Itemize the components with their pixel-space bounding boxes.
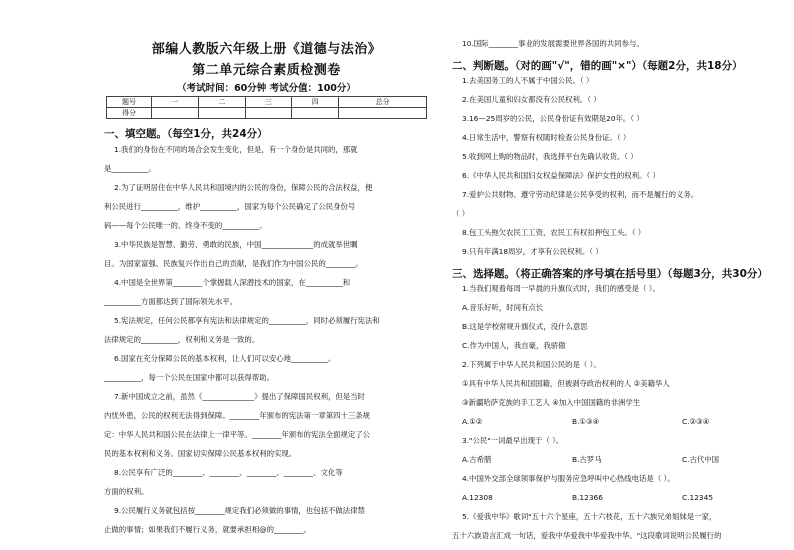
question-line: 目。为国家富强、民族复兴作出自己的贡献，是我们作为中国公民的________。 (104, 259, 363, 268)
question-line: 6.《中华人民共和国妇女权益保障法》保护女性的权利。（ ） (462, 171, 660, 180)
score-cell: 总分 (339, 97, 427, 108)
question-line: 5.收到网上购的物品时，我选择平台先确认收货。（ ） (462, 152, 638, 161)
option-line: C.②③④ (682, 417, 710, 426)
question-line: 1.去美国务工的人不属于中国公民。（ ） (462, 76, 594, 85)
section-judge-heading: 二、判断题。（对的画"√"，错的画"×"）（每题2分，共18分） (452, 60, 743, 72)
score-cell: 三 (245, 97, 292, 108)
question-line: 2.下列属于中华人民共和国公民的是（ ）。 (462, 360, 601, 369)
question-line: 8.包工头拖欠农民工工资，农民工有权扣押包工头。（ ） (462, 228, 646, 237)
option-line: ①具有中华人民共和国国籍，但被剥夺政治权利的人 ②美籍华人 (462, 379, 670, 388)
score-cell: 得分 (107, 108, 152, 119)
score-input-cell[interactable] (292, 108, 339, 119)
question-line: 4.中国是全世界第________个掌握载人深潜技术的国家，在__________和 (114, 278, 351, 287)
option-line: B.①③④ (572, 417, 600, 426)
question-line: 3.16—25周岁的公民，公民身份证有效期是20年。（ ） (462, 114, 644, 123)
score-cell: 题号 (107, 97, 152, 108)
question-line: 3."公民"一词最早出现于（ ）。 (462, 436, 564, 445)
option-line: B.古罗马 (572, 455, 602, 464)
question-line: 方面的权利。 (104, 487, 149, 496)
score-input-cell[interactable] (339, 108, 427, 119)
question-line: 利公民进行__________，维护__________，国家为每个公民确定了公民身份号 (104, 202, 356, 211)
option-line: B.12366 (572, 493, 603, 502)
question-line: 8.公民享有广泛的________、________、________、________、文化等 (114, 468, 343, 477)
option-line: ③新疆哈萨克族的手工艺人 ④加入中国国籍的非洲学生 (462, 398, 641, 407)
option-line: A.古希腊 (462, 455, 492, 464)
option-line: C.作为中国人，我自豪，我骄傲 (462, 341, 566, 350)
option-line: A.音乐好听，时间有点长 (462, 303, 544, 312)
question-line: 9.公民履行义务就包括按________规定我们必须做的事情，也包括不做法律禁 (114, 506, 365, 515)
option-line: C.12345 (682, 493, 714, 502)
question-line: 内忧外患，公民的权利无法得到保障。________年颁布的宪法第一章第四十三条规 (104, 411, 371, 420)
question-line: 民的基本权利和义务。国家切实保障公民基本权利的实现。 (104, 449, 297, 458)
score-cell: 二 (198, 97, 245, 108)
score-table (106, 96, 427, 119)
score-input-cell[interactable] (152, 108, 199, 119)
score-table-header-row (107, 97, 427, 108)
question-line: 定：中华人民共和国公民在法律上一律平等。________年颁布的宪法全面规定了公 (104, 430, 371, 439)
question-line: 3.中华民族是智慧、勤劳、勇敢的民族，中国______________的成就举世瞩 (114, 240, 358, 249)
exam-title: 部编人教版六年级上册《道德与法治》 (151, 42, 382, 57)
section-choice-heading: 三、选择题。（将正确答案的序号填在括号里）（每题3分，共30分） (452, 268, 768, 280)
score-cell: 四 (292, 97, 339, 108)
question-line: __________，每一个公民在国家中都可以获得帮助。 (104, 373, 274, 382)
question-line: 10.国际________事业的发展需要世界各国的共同参与。 (462, 39, 644, 48)
option-line: A.12308 (462, 493, 493, 502)
score-cell: 一 (152, 97, 199, 108)
question-line: 7.爱护公共财物、遵守劳动纪律是公民享受的权利，而不是履行的义务。 (462, 190, 699, 199)
question-line: 五十六族语言汇成一句话，爱我中华爱我中华爱我中华。"这段歌词说明公民履行的 (452, 531, 722, 540)
question-line: 9.只有年满18周岁，才享有公民权利。（ ） (462, 247, 603, 256)
question-line: 7.新中国成立之前，虽然《______________》提出了保障国民权利，但是当时 (114, 392, 365, 401)
question-line: 是__________。 (104, 164, 156, 173)
question-line: 6.国家在充分保障公民的基本权利，让人们可以安心地__________。 (114, 354, 336, 363)
question-line: 1.我们的身份在不同的场合会发生变化，但是，有一个身份是共同的，那就 (114, 145, 358, 154)
section-fill-heading: 一、填空题。（每空1分，共24分） (104, 128, 268, 140)
question-line: 法律规定的__________，权利和义务是一致的。 (104, 335, 260, 344)
question-line: 4.日常生活中，警察有权随时检查公民身份证。（ ） (462, 133, 631, 142)
score-table-score-row (107, 108, 427, 119)
question-line: （ ） (452, 209, 470, 218)
question-line: 1.当我们观看每周一早晨的升旗仪式时，我们的感受是（ ）。 (462, 284, 660, 293)
exam-info: （考试时间：60分钟 考试分值：100分） (177, 83, 356, 94)
question-line: 4.中国外交部全球领事保护与服务应急呼叫中心热线电话是（ ）。 (462, 474, 675, 483)
option-line: C.古代中国 (682, 455, 720, 464)
score-input-cell[interactable] (245, 108, 292, 119)
question-line: 5.宪法规定，任何公民都享有宪法和法律规定的__________，同时必须履行宪法和 (114, 316, 380, 325)
question-line: 止做的事情；如果我们不履行义务，就要承担相@的________。 (104, 525, 311, 534)
exam-subtitle: 第二单元综合素质检测卷 (192, 63, 341, 78)
question-line: __________方面都达到了国际领先水平。 (104, 297, 238, 306)
option-line: B.这是学校常规升旗仪式，没什么意思 (462, 322, 588, 331)
score-input-cell[interactable] (198, 108, 245, 119)
question-line: 码——每个公民唯一的、终身不变的__________。 (104, 221, 267, 230)
question-line: 2.在美国儿童和妇女都没有公民权利。（ ） (462, 95, 601, 104)
question-line: 5.《爱我中华》歌词"五十六个星座，五十六枝花，五十六族兄弟姐妹是一家， (462, 512, 717, 521)
question-line: 2.为了证明居住在中华人民共和国境内的公民的身份，保障公民的合法权益，便 (114, 183, 373, 192)
option-line: A.①② (462, 417, 483, 426)
